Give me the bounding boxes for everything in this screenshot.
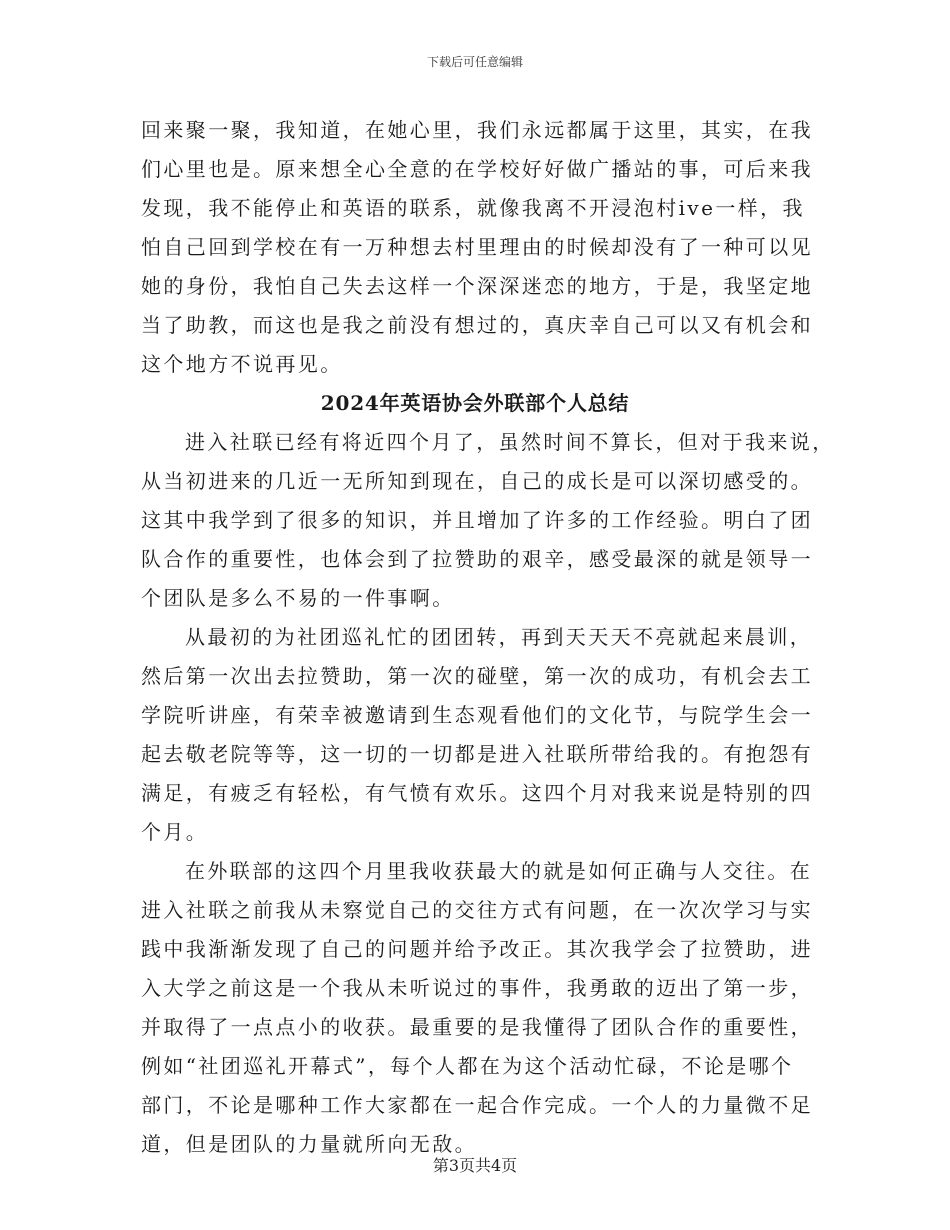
document-body	[141, 111, 835, 1164]
paragraph-line: 满足，有疲乏有轻松，有气愤有欢乐。这四个月对我来说是特别的四	[141, 781, 813, 805]
paragraph-line: 例如“社团巡礼开幕式”，每个人都在为这个活动忙碌，不论是哪个	[141, 1054, 794, 1078]
paragraph-line: 起去敬老院等等，这一切的一切都是进入社联所带给我的。有抱怨有	[141, 742, 813, 766]
paragraph-line: 怕自己回到学校在有一万种想去村里理由的时候却没有了一种可以见	[141, 235, 813, 259]
paragraph-line: 当了助教，而这也是我之前没有想过的，真庆幸自己可以又有机会和	[141, 313, 813, 337]
paragraph-line: 入大学之前这是一个我从未听说过的事件，我勇敢的迈出了第一步，	[141, 976, 813, 1000]
page-header: 下载后可任意编辑	[426, 55, 523, 69]
paragraph-line: 进入社联之前我从未察觉自己的交往方式有问题，在一次次学习与实	[141, 898, 813, 922]
paragraph-line: 个月。	[141, 820, 209, 844]
paragraph-line: 学院听讲座，有荣幸被邀请到生态观看他们的文化节，与院学生会一	[141, 703, 813, 727]
paragraph-line: 这个地方不说再见。	[141, 352, 343, 376]
paragraph-line: 践中我渐渐发现了自己的问题并给予改正。其次我学会了拉赞助，进	[141, 937, 813, 961]
paragraph-line: 从最初的为社团巡礼忙的团团转，再到天天天不亮就起来晨训，	[185, 625, 813, 649]
paragraph-line: 个团队是多么不易的一件事啊。	[141, 586, 455, 610]
previous-section-paragraph	[141, 111, 813, 384]
page-number: 第3页共4页	[432, 1156, 518, 1175]
paragraph-line: 她的身份，我怕自己失去这样一个深深迷恋的地方，于是，我坚定地	[141, 274, 813, 298]
paragraph-line: 从当初进来的几近一无所知到现在，自己的成长是可以深切感受的。	[141, 469, 813, 493]
section-title: 2024年英语协会外联部个人总结	[320, 391, 630, 415]
paragraph-line: 回来聚一聚，我知道，在她心里，我们永远都属于这里，其实，在我	[141, 118, 813, 142]
paragraph-line: 并取得了一点点小的收获。最重要的是我懂得了团队合作的重要性，	[141, 1015, 813, 1039]
paragraph-line: 然后第一次出去拉赞助，第一次的碰壁，第一次的成功，有机会去工	[141, 664, 813, 688]
paragraph-line: 在外联部的这四个月里我收获最大的就是如何正确与人交往。在	[185, 859, 813, 883]
paragraph-3	[141, 852, 813, 1164]
paragraph-line: 这其中我学到了很多的知识，并且增加了许多的工作经验。明白了团	[141, 508, 813, 532]
paragraph-1	[141, 423, 835, 618]
paragraph-2	[141, 618, 813, 852]
paragraph-line: 队合作的重要性，也体会到了拉赞助的艰辛，感受最深的就是领导一	[141, 547, 813, 571]
paragraph-line: 们心里也是。原来想全心全意的在学校好好做广播站的事，可后来我	[141, 157, 813, 181]
paragraph-line: 发现，我不能停止和英语的联系，就像我离不开浸泡村ive一样，我	[141, 196, 805, 220]
paragraph-line: 道，但是团队的力量就所向无敌。	[141, 1132, 477, 1156]
paragraph-line: 部门，不论是哪种工作大家都在一起合作完成。一个人的力量微不足	[141, 1093, 813, 1117]
paragraph-line: 进入社联已经有将近四个月了，虽然时间不算长，但对于我来说，	[185, 430, 835, 454]
